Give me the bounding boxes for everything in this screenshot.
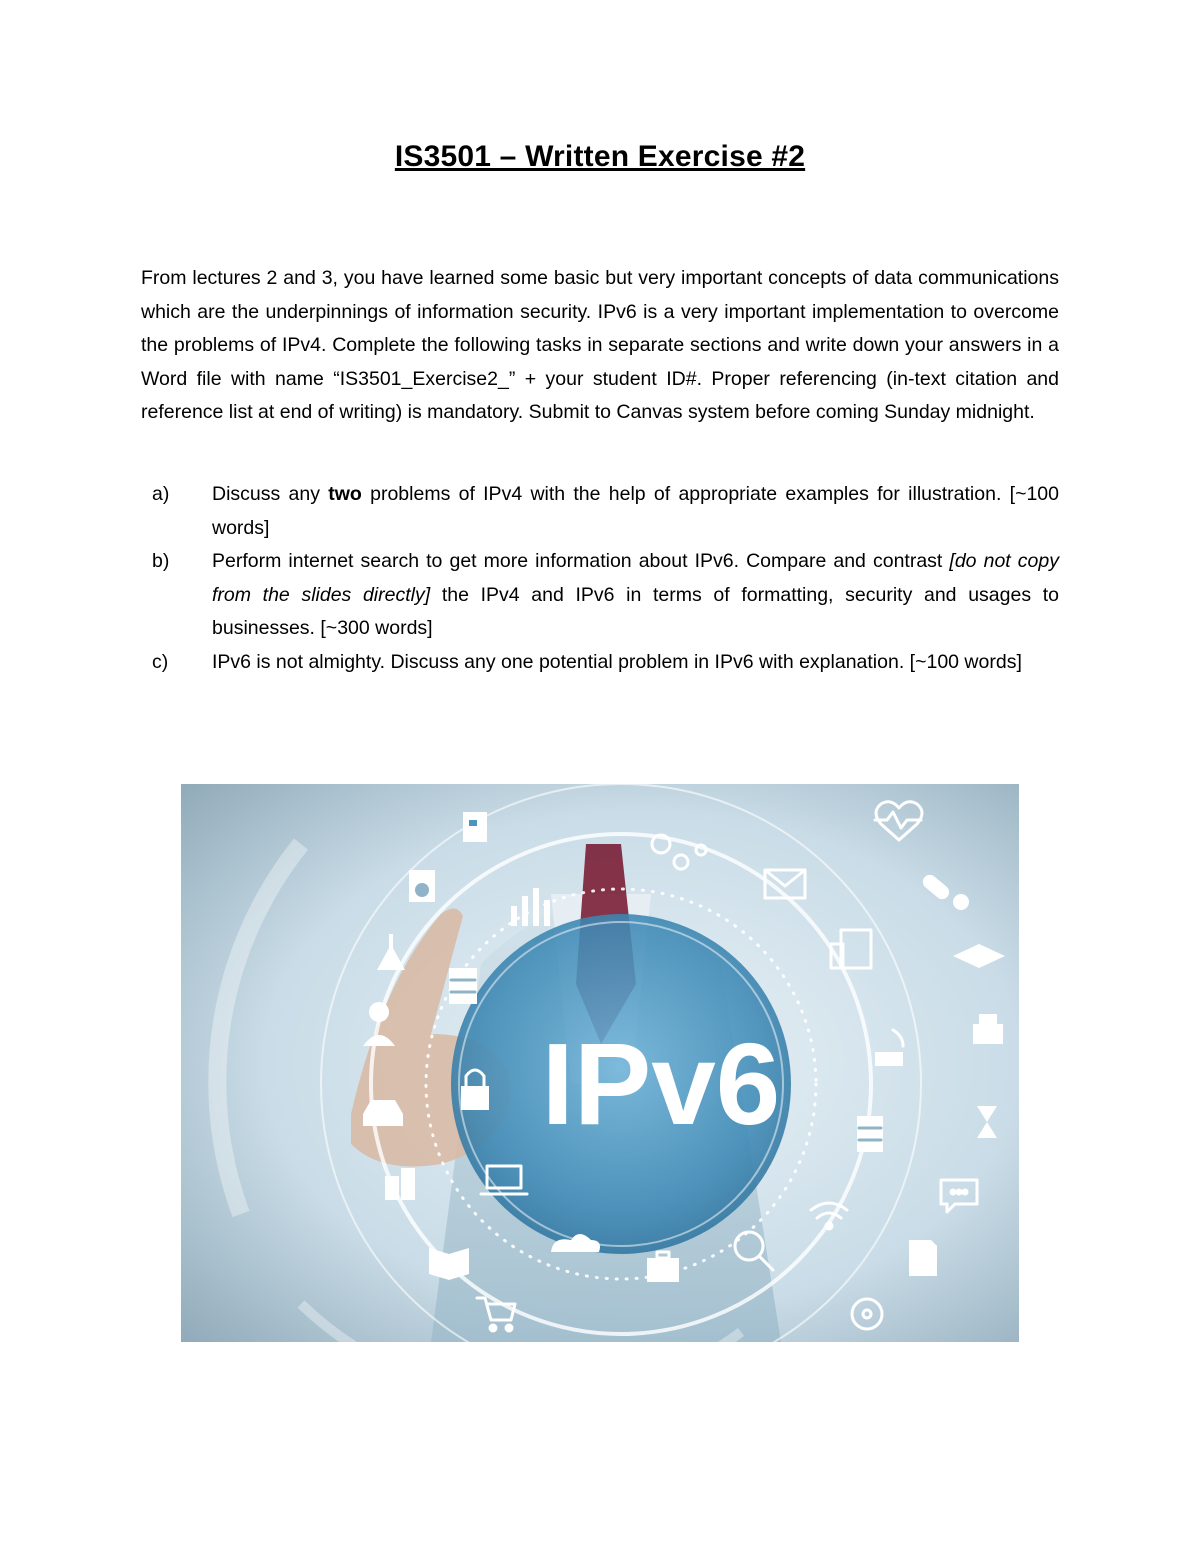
task-list [141,478,1059,679]
task-text: Discuss any [212,483,329,505]
list-marker: b) [152,550,170,572]
task-text: problems of IPv4 with the help of appropriate examples for illustration. [~100 words] [212,483,1059,539]
task-text: Perform internet search to get more information about IPv6. Compare and contrast [212,550,950,572]
intro-paragraph: From lectures 2 and 3, you have learned some basic but very important concepts of data communications which are the underpinnings of information security. IPv6 is a very important implementation to overcome the problems of IPv4. Complete the following tasks in separate sections and write down your answers in a Word file with name “IS3501_Exercise2_” + your student ID#. Proper referencing (in-text citation and reference list at end of writing) is mandatory. Submit to Canvas system before coming Sunday midnight. [141,267,1059,423]
server-stack-icon [857,1116,883,1152]
washing-machine-icon [409,870,435,902]
list-item [141,545,1059,646]
list-item [141,646,1059,680]
list-item [141,478,1059,545]
task-text: IPv6 is not almighty. Discuss any one potential problem in IPv6 with explanation. [~100 words] [212,650,1022,673]
page-title: IS3501 – Written Exercise #2 [394,140,806,173]
ipv6-illustration [181,784,1019,1342]
server-icon [449,968,477,1004]
task-note: [do not copy from the slides directly] [212,550,1059,606]
list-marker: a) [152,483,170,505]
cabinet-icon [463,812,487,842]
ipv6-logo-text: IPv6 [541,1019,781,1149]
list-marker: c) [152,650,169,673]
car-icon [363,1100,403,1126]
task-text: the IPv4 and IPv6 in terms of formatting, security and usages to businesses. [~300 words] [212,583,1059,639]
task-emphasis: two [328,483,362,505]
document-icon [909,1240,937,1276]
